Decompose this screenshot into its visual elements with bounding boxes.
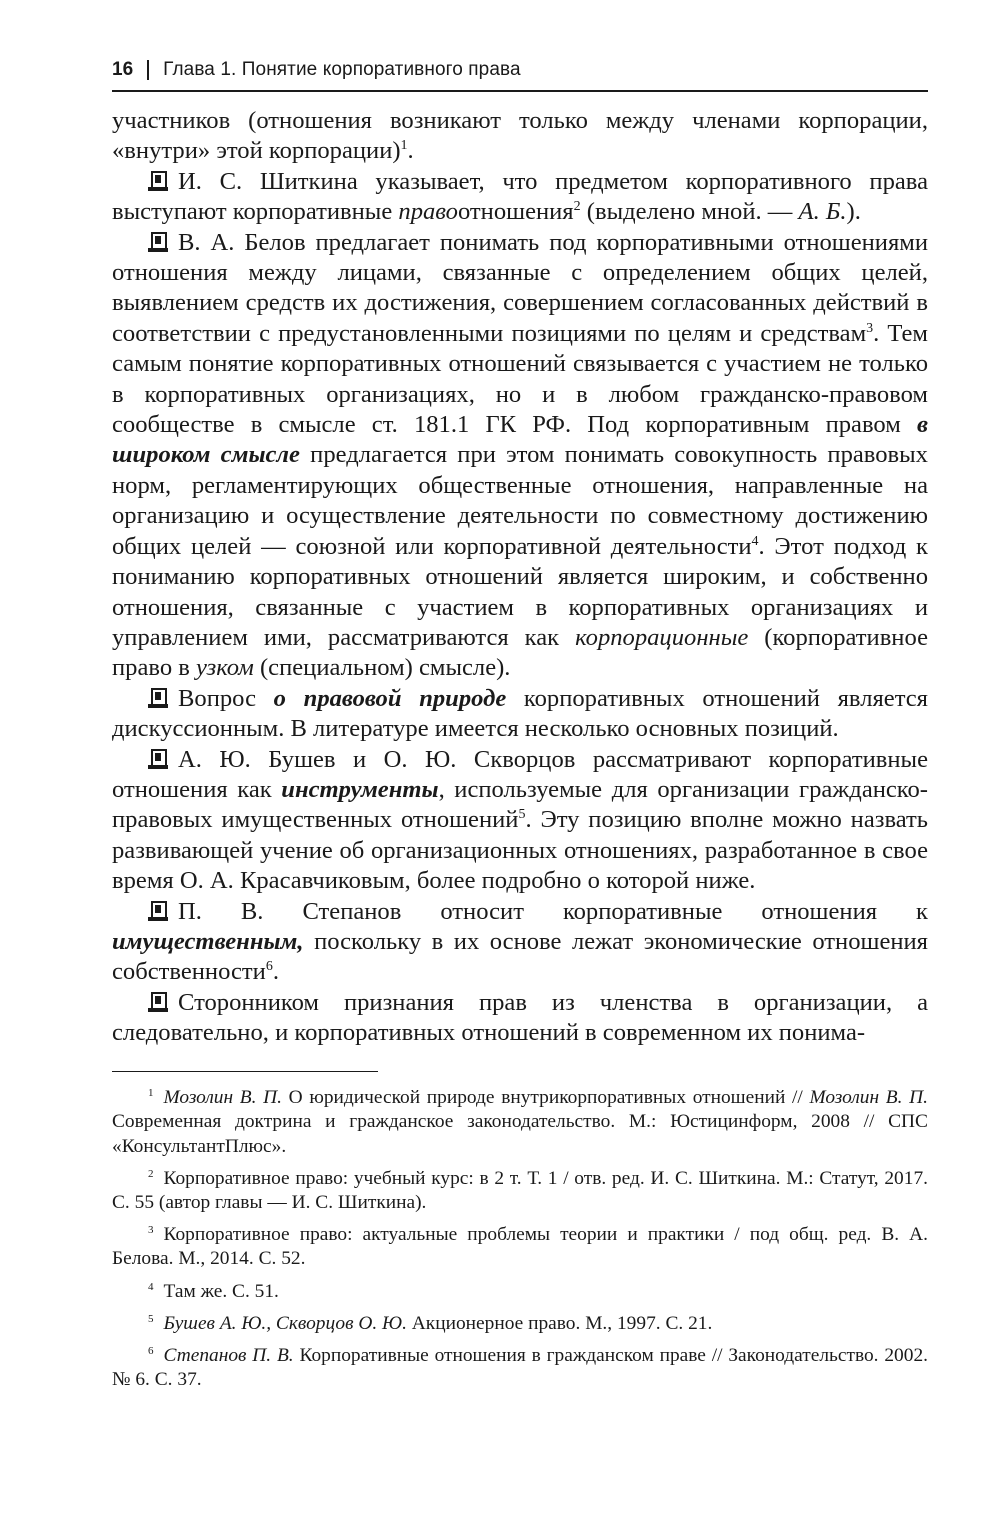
footnote-5: $^5$ Бушев А. Ю., Скворцов О. Ю. Акционерное право. М., 1997. С. 21. xyxy=(148,1312,713,1334)
chapter-title: Глава 1. Понятие корпоративного права xyxy=(163,59,521,80)
page-number: 16 xyxy=(112,59,134,80)
footnote-6: $^6$ Степанов П. В. Корпоративные отношения в гражданском праве // Законодательство. 2002. № 6. С. 37. xyxy=(112,1344,928,1391)
paragraph-legal-nature: Вопрос о правовой природе корпоративных отношений является дискуссионным. В литературе имеется несколько основных позиций. xyxy=(112,684,928,743)
paragraph-bushev: А. Ю. Бушев и О. Ю. Скворцов рассматривают корпоративные отношения как инструменты, используемые для организации гражданско-правовых имущественных отношений$^5$. Эту позицию вполне можно назвать развивающей учение об организационных отношениях, разработанное в свое время О. А. Красавчиковым, более подробно о которой ниже. xyxy=(112,745,929,895)
document-marker-icon xyxy=(148,170,168,192)
footnote-divider xyxy=(112,1071,378,1073)
footnote-ref[interactable]: 3 xyxy=(866,320,874,336)
footnote-ref[interactable]: 5 xyxy=(518,807,526,823)
header-separator xyxy=(147,60,149,80)
document-marker-icon xyxy=(148,231,168,253)
paragraph-shitkina: И. С. Шиткина указывает, что предметом корпоративного права выступают корпоративные правоотношения$^2$ (выделено мной. — А. Б.). xyxy=(112,167,928,226)
footnotes xyxy=(112,1086,928,1392)
document-marker-icon xyxy=(148,748,168,770)
document-marker-icon xyxy=(148,687,168,709)
document-marker-icon xyxy=(148,991,168,1013)
footnote-4: $^4$ Там же. С. 51. xyxy=(148,1280,279,1302)
paragraph-belov: В. А. Белов предлагает понимать под корпоративными отношениями отношения между лицами, связанные с определением общих целей, выявлением средств их достижения, совершением согласованных действий в соответствии с предустановленными позициями по целям и средствам$^3$. Тем самым понятие корпоративных отношений связывается с участием не только в корпоративных организациях, но и в любом гражданско-правовом сообществе в смысле ст. 181.1 ГК РФ. Под корпоративным правом в широком смысле предлагается при этом понимать совокупность правовых норм, регламентирующих общественные отношения, направленные на организацию и осуществление деятельности по совместному достижению общих целей — союзной или корпоративной деятельности$^4$. Этот подход к пониманию корпоративных отношений является широким, и собственно отношения, связанные с участием в корпоративных организациях и управлением ими, рассматриваются как корпорационные (корпоративное право в узком (специальном) смысле). xyxy=(112,228,928,682)
main-text xyxy=(112,106,928,1049)
book-page xyxy=(112,52,928,1400)
footnote-ref[interactable]: 1 xyxy=(400,138,408,154)
footnote-1: $^1$ Мозолин В. П. О юридической природе внутрикорпоративных отношений // Мозолин В. П. Современная доктрина и гражданское законодательство. М.: Юстицинформ, 2008 // СПС «КонсультантПлюс». xyxy=(112,1087,928,1157)
footnote-ref[interactable]: 4 xyxy=(751,533,759,549)
footnote-3: $^3$ Корпоративное право: актуальные проблемы теории и практики / под общ. ред. В. А. Белова. М., 2014. С. 52. xyxy=(112,1224,928,1270)
document-marker-icon xyxy=(148,900,168,922)
running-header xyxy=(112,52,928,92)
paragraph-membership: Сторонником признания прав из членства в организации, а следовательно, и корпоративных отношений в современном их понима- xyxy=(112,988,928,1047)
paragraph-continued: участников (отношения возникают только между членами корпорации, «внутри» этой корпорации)$^1$. xyxy=(112,107,928,165)
paragraph-stepanov: П. В. Степанов относит корпоративные отношения к имущественным, поскольку в их основе лежат экономические отношения собственности$^6$. xyxy=(112,897,928,986)
footnote-ref[interactable]: 6 xyxy=(265,959,273,975)
footnote-2: $^2$ Корпоративное право: учебный курс: в 2 т. Т. 1 / отв. ред. И. С. Шиткина. М.: Статут, 2017. С. 55 (автор главы — И. С. Шиткина). xyxy=(112,1167,928,1213)
footnote-ref[interactable]: 2 xyxy=(573,199,581,215)
